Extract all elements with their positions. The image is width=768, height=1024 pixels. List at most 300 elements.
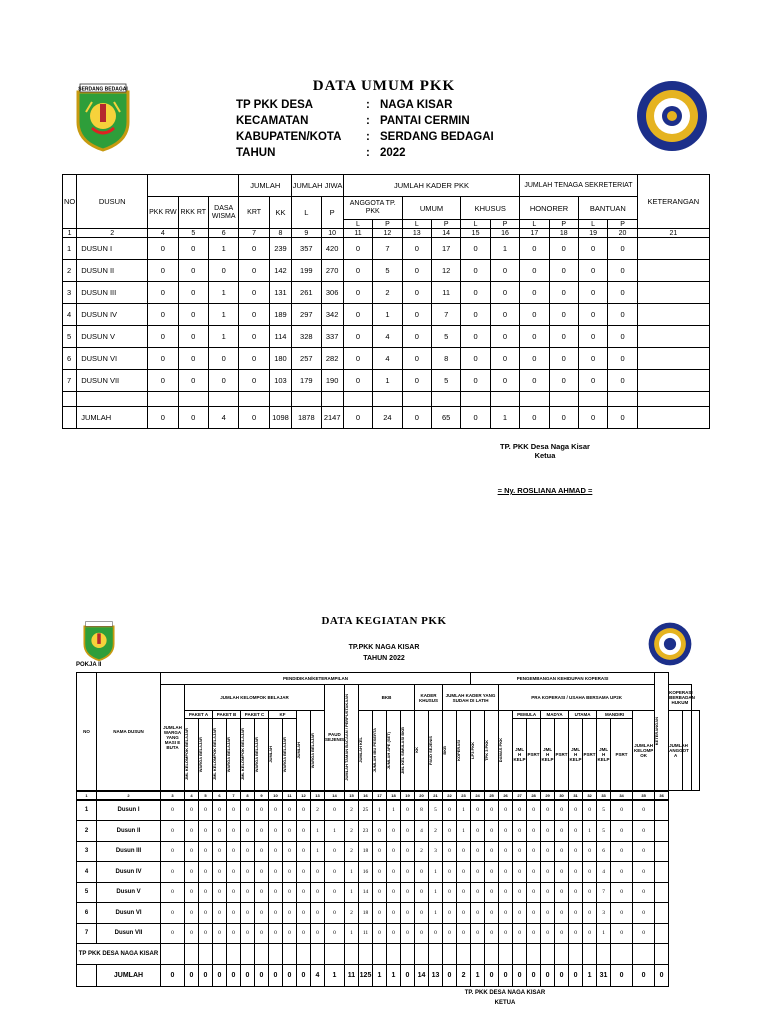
header-p: P	[490, 220, 519, 229]
header-jumlah-kelompok: JUMLAH KELOMP OK	[633, 711, 655, 791]
column-number: 18	[549, 229, 578, 238]
row-value: 420	[321, 238, 343, 260]
row-value: 0	[283, 903, 297, 924]
row-value: 0	[185, 821, 199, 842]
section-title: DATA KEGIATAN PKK	[321, 615, 447, 627]
header-jumlah-tenaga: JUMLAH TENAGA SEKRETERIAT	[520, 175, 638, 197]
pokja-label: POKJA II	[76, 662, 102, 668]
row-value: 0	[269, 903, 283, 924]
row-value: 2	[345, 800, 359, 821]
blank-cell	[373, 392, 402, 407]
row-value: 0	[239, 370, 269, 392]
total-value: 13	[429, 964, 443, 986]
total-value: 0	[461, 407, 490, 429]
row-value: 0	[401, 903, 415, 924]
total-value: 0	[241, 964, 255, 986]
total-value: 0	[402, 407, 431, 429]
row-value: 0	[239, 282, 269, 304]
row-value: 0	[485, 882, 499, 903]
row-value: 1	[373, 370, 402, 392]
row-keterangan	[637, 260, 709, 282]
row-value: 0	[255, 882, 269, 903]
header-keterangan: KETERANGAN	[637, 175, 709, 229]
row-value: 0	[227, 821, 241, 842]
row-value: 0	[311, 882, 325, 903]
header-damas: DAMAS PKK	[498, 738, 504, 763]
row-value: 23	[359, 821, 373, 842]
header-jumlah-warga: JUMLAH WARGA YANG MASI E BUTA	[161, 685, 185, 791]
row-value: 0	[520, 238, 549, 260]
row-value: 0	[373, 841, 387, 862]
row-value: 0	[208, 260, 238, 282]
total-value: 65	[431, 407, 460, 429]
row-no: 1	[77, 800, 97, 821]
column-number: 11	[343, 229, 372, 238]
blank-cell	[208, 392, 238, 407]
row-value: 11	[431, 282, 460, 304]
row-value: 0	[611, 923, 633, 944]
header-l: L	[461, 220, 490, 229]
column-number: 3	[161, 791, 185, 800]
row-value: 0	[429, 923, 443, 944]
row-value: 0	[255, 923, 269, 944]
column-number-row	[63, 229, 710, 238]
total-value: 4	[311, 964, 325, 986]
row-value: 0	[148, 238, 178, 260]
blank-cell	[549, 392, 578, 407]
row-value: 282	[321, 348, 343, 370]
row-value: 0	[608, 282, 637, 304]
row-value: 0	[401, 841, 415, 862]
header-bkb2: BKB	[442, 745, 447, 755]
blank-cell	[578, 392, 607, 407]
row-value: 0	[283, 862, 297, 883]
row-no: 6	[77, 903, 97, 924]
row-value: 0	[213, 800, 227, 821]
row-dusun: Dusun VI	[97, 903, 161, 924]
header-kel: JUMLAH KEL	[358, 737, 363, 764]
header-kelompok-belajar: JUMLAH KELOMPOK BELAJAR	[185, 685, 325, 711]
row-value: 1	[373, 304, 402, 326]
blank-cell	[637, 392, 709, 407]
row-value: 0	[549, 304, 578, 326]
table-body	[63, 238, 710, 429]
row-no: 2	[77, 821, 97, 842]
row-value: 0	[387, 923, 401, 944]
section-subtitle: TP.PKK NAGA KISAR	[348, 644, 420, 651]
row-value: 0	[148, 282, 178, 304]
info-row: KECAMATAN : PANTAI CERMIN	[236, 115, 470, 127]
signature-org: TP. PKK DESA NAGA KISAR	[464, 990, 546, 996]
info-label: TP PKK DESA	[236, 99, 314, 111]
row-value: 1	[208, 282, 238, 304]
total-value: 0	[549, 407, 578, 429]
row-value: 0	[208, 370, 238, 392]
row-value: 0	[239, 348, 269, 370]
row-value: 0	[283, 800, 297, 821]
blank-cell	[292, 392, 321, 407]
column-number: 19	[578, 229, 607, 238]
total-no	[77, 964, 97, 986]
row-value: 12	[431, 260, 460, 282]
blank-cell	[297, 944, 311, 965]
header-pemula: PEMULA	[513, 711, 541, 719]
header-psrt: PSRT	[611, 719, 633, 791]
header-warga-belajar: WARGA BELAJAR	[310, 732, 315, 768]
blank-cell	[387, 944, 401, 965]
column-number: 21	[637, 229, 709, 238]
row-value: 0	[199, 841, 213, 862]
row-value: 0	[161, 821, 185, 842]
total-value: 0	[527, 964, 541, 986]
header-kel-belajar: JML KELOMPOK BELAJAR	[184, 728, 189, 781]
column-number: 27	[513, 791, 527, 800]
row-no: 4	[77, 862, 97, 883]
total-value: 0	[485, 964, 499, 986]
row-value: 0	[513, 862, 527, 883]
row-no: 1	[63, 238, 77, 260]
row-value: 17	[431, 238, 460, 260]
row-value: 1	[457, 821, 471, 842]
total-value: 1	[471, 964, 485, 986]
row-value: 0	[185, 923, 199, 944]
header-mandiri: MANDIRI	[597, 711, 633, 719]
row-value: 0	[185, 903, 199, 924]
row-value: 0	[387, 882, 401, 903]
row-value: 0	[241, 800, 255, 821]
row-value: 0	[520, 260, 549, 282]
total-value: 1098	[269, 407, 291, 429]
row-value: 0	[499, 841, 513, 862]
row-value: 0	[227, 800, 241, 821]
row-value: 0	[471, 882, 485, 903]
header-no: NO	[63, 175, 77, 229]
blank-cell	[241, 944, 255, 965]
row-value: 0	[178, 282, 208, 304]
row-value: 0	[499, 821, 513, 842]
row-value: 0	[461, 348, 490, 370]
column-number: 16	[359, 791, 373, 800]
row-value: 0	[325, 862, 345, 883]
column-number: 4	[148, 229, 178, 238]
total-value: 0	[578, 407, 607, 429]
row-value: 0	[633, 841, 655, 862]
row-value	[655, 821, 669, 842]
row-value: 0	[161, 882, 185, 903]
row-value: 0	[241, 821, 255, 842]
row-value: 0	[549, 370, 578, 392]
row-value: 0	[185, 841, 199, 862]
header-keterangan: KETERANGAN	[654, 717, 660, 746]
row-value: 2	[345, 841, 359, 862]
blank-cell	[255, 944, 269, 965]
header-krt: KRT	[239, 197, 269, 229]
row-value: 0	[148, 304, 178, 326]
total-value: 1	[490, 407, 519, 429]
column-number: 33	[597, 791, 611, 800]
header-warga-belajar: WARGA BELAJAR	[226, 736, 231, 772]
row-value: 0	[325, 923, 345, 944]
row-value: 0	[457, 923, 471, 944]
row-value: 0	[608, 326, 637, 348]
blank-cell	[415, 944, 429, 965]
column-number: 5	[199, 791, 213, 800]
blank-row	[77, 944, 700, 965]
header-bantuan: BANTUAN	[578, 197, 637, 220]
row-value: 0	[401, 800, 415, 821]
row-value: 142	[269, 260, 291, 282]
row-keterangan	[637, 282, 709, 304]
row-value: 4	[415, 821, 429, 842]
row-value: 0	[325, 903, 345, 924]
total-value: 0	[185, 964, 199, 986]
total-value: 1	[387, 964, 401, 986]
row-value: 0	[485, 923, 499, 944]
row-value: 0	[178, 238, 208, 260]
header-paket-a: PAKET A	[185, 711, 213, 719]
row-value: 0	[241, 903, 255, 924]
header-koperasi-hukum: KOPERASI BERBADAN HUKUM	[669, 685, 691, 711]
row-value: 0	[373, 862, 387, 883]
header-l: L	[520, 220, 549, 229]
row-value: 257	[292, 348, 321, 370]
blank-cell	[359, 944, 373, 965]
info-value: 2022	[380, 147, 406, 159]
total-value: 14	[415, 964, 429, 986]
row-value: 0	[161, 862, 185, 883]
row-value: 4	[373, 326, 402, 348]
row-value: 8	[431, 348, 460, 370]
header-pkk-rw: PKK RW	[148, 197, 178, 229]
row-value: 0	[578, 282, 607, 304]
row-value: 5	[431, 326, 460, 348]
table-row	[63, 304, 710, 326]
row-value: 306	[321, 282, 343, 304]
row-value: 0	[373, 882, 387, 903]
blank-cell	[513, 944, 527, 965]
row-dusun: DUSUN III	[77, 282, 148, 304]
row-value: 0	[608, 348, 637, 370]
row-value: 5	[429, 800, 443, 821]
row-value: 1	[311, 841, 325, 862]
column-number: 13	[311, 791, 325, 800]
row-value: 0	[373, 903, 387, 924]
row-value: 0	[499, 903, 513, 924]
row-value: 0	[208, 348, 238, 370]
row-value: 0	[185, 800, 199, 821]
row-value: 0	[297, 841, 311, 862]
total-value: 0	[555, 964, 569, 986]
header-warga-belajar: WARGA BELAJAR	[282, 736, 287, 772]
row-value: 2	[345, 821, 359, 842]
blank-cell	[321, 392, 343, 407]
row-value: 0	[555, 923, 569, 944]
column-number: 22	[443, 791, 457, 800]
total-row	[63, 407, 710, 429]
total-value: 0	[513, 964, 527, 986]
total-value: 0	[283, 964, 297, 986]
column-number: 10	[321, 229, 343, 238]
table-row	[77, 882, 700, 903]
header-l: L	[292, 197, 321, 229]
row-value: 6	[597, 841, 611, 862]
header-p: P	[608, 220, 637, 229]
row-value: 0	[555, 903, 569, 924]
data-umum-table	[62, 174, 710, 429]
row-value: 103	[269, 370, 291, 392]
row-value: 0	[499, 862, 513, 883]
row-value: 114	[269, 326, 291, 348]
total-value: 0	[608, 407, 637, 429]
row-value: 0	[343, 370, 372, 392]
blank-cell	[611, 944, 633, 965]
blank-cell	[199, 944, 213, 965]
header-pengembangan: PENGEMBANGAN KEHIDUPAN KOPERASI	[471, 673, 655, 685]
column-number: 1	[77, 791, 97, 800]
blank-cell	[283, 944, 297, 965]
row-value: 0	[583, 903, 597, 924]
row-value: 0	[471, 821, 485, 842]
row-value: 239	[269, 238, 291, 260]
header-kel-belajar: JML KELOMPOK BELAJAR	[240, 728, 245, 781]
total-value: 0	[443, 964, 457, 986]
blank-cell	[269, 944, 283, 965]
info-value: PANTAI CERMIN	[380, 115, 470, 127]
column-number: 4	[185, 791, 199, 800]
row-value: 0	[490, 282, 519, 304]
row-value: 0	[485, 862, 499, 883]
total-value: 0	[239, 407, 269, 429]
column-number: 5	[178, 229, 208, 238]
total-label: JUMLAH	[77, 407, 148, 429]
info-row: TAHUN : 2022	[236, 147, 406, 159]
row-no: 2	[63, 260, 77, 282]
row-value: 342	[321, 304, 343, 326]
row-value: 0	[549, 282, 578, 304]
blank-cell	[633, 944, 655, 965]
org-info	[236, 97, 494, 161]
header-koperasi: KOPERASI	[456, 739, 461, 761]
row-value: 0	[373, 923, 387, 944]
header-jumlah-kader: JUMLAH KADER PKK	[343, 175, 519, 197]
row-no: 7	[77, 923, 97, 944]
blank-cell	[401, 944, 415, 965]
row-value: 0	[178, 260, 208, 282]
row-value	[655, 923, 669, 944]
header-ibu-peserta: JUMLAH IBU PESERTA	[372, 728, 377, 773]
row-value: 0	[401, 862, 415, 883]
column-number: 2	[77, 229, 148, 238]
row-value: 0	[549, 238, 578, 260]
total-value: 0	[297, 964, 311, 986]
total-value: 0	[401, 964, 415, 986]
column-number: 35	[633, 791, 655, 800]
row-value: 0	[213, 923, 227, 944]
row-value: 0	[227, 882, 241, 903]
row-value: 0	[443, 923, 457, 944]
row-value: 0	[343, 238, 372, 260]
row-value: 0	[269, 821, 283, 842]
signature-block-2	[430, 990, 580, 1006]
row-value: 0	[148, 348, 178, 370]
row-value: 0	[325, 841, 345, 862]
blank-cell	[655, 944, 669, 965]
row-value: 0	[485, 841, 499, 862]
row-value: 5	[597, 800, 611, 821]
row-value: 0	[569, 821, 583, 842]
header-paket-b: PAKET B	[213, 711, 241, 719]
row-value: 0	[241, 862, 255, 883]
total-value: 24	[373, 407, 402, 429]
total-keterangan	[637, 407, 709, 429]
section-year: TAHUN 2022	[363, 655, 405, 662]
row-value: 0	[283, 841, 297, 862]
row-value: 0	[520, 370, 549, 392]
row-value: 0	[148, 370, 178, 392]
row-value: 0	[255, 903, 269, 924]
row-value: 0	[471, 903, 485, 924]
row-no: 3	[77, 841, 97, 862]
row-value: 0	[283, 882, 297, 903]
header-pra-koperasi: PRA KOPERASI / USAHA BERSAMA UP2K	[499, 685, 655, 711]
total-value: 0	[499, 964, 513, 986]
header-tpk: TPK 3 PKK	[484, 739, 490, 761]
row-value: 0	[549, 326, 578, 348]
blank-cell	[490, 392, 519, 407]
row-value: 4	[597, 862, 611, 883]
row-value: 0	[402, 238, 431, 260]
column-number: 25	[485, 791, 499, 800]
row-value: 0	[213, 882, 227, 903]
row-value: 0	[461, 326, 490, 348]
row-value: 0	[569, 800, 583, 821]
row-value: 16	[359, 862, 373, 883]
column-number: 20	[608, 229, 637, 238]
row-value: 0	[555, 800, 569, 821]
header-psrt: PSRT	[527, 719, 541, 791]
column-number: 31	[569, 791, 583, 800]
table-row	[77, 800, 700, 821]
blank-cell	[597, 944, 611, 965]
total-value: 0	[633, 964, 655, 986]
info-row: KABUPATEN/KOTA : SERDANG BEDAGAI	[236, 131, 494, 143]
row-value: 0	[499, 923, 513, 944]
column-number: 26	[499, 791, 513, 800]
row-value: 0	[387, 862, 401, 883]
row-no: 4	[63, 304, 77, 326]
column-number: 8	[241, 791, 255, 800]
row-value: 0	[633, 882, 655, 903]
row-value: 0	[611, 821, 633, 842]
row-value: 0	[161, 923, 185, 944]
info-row: TP PKK DESA : NAGA KISAR	[236, 99, 453, 111]
row-value: 0	[527, 821, 541, 842]
row-value: 5	[597, 821, 611, 842]
row-value: 0	[485, 800, 499, 821]
row-keterangan	[637, 326, 709, 348]
row-value: 0	[401, 882, 415, 903]
header-dusun: DUSUN	[77, 175, 148, 229]
row-value: 0	[541, 923, 555, 944]
header-pendidikan: PENDIDIKAN/KETERAMPILAN	[161, 673, 471, 685]
row-value: 14	[359, 882, 373, 903]
row-dusun: DUSUN IV	[77, 304, 148, 326]
blank-cell	[77, 392, 148, 407]
row-no: 5	[77, 882, 97, 903]
row-dusun: Dusun IV	[97, 862, 161, 883]
row-value: 1	[429, 903, 443, 924]
row-value: 0	[471, 800, 485, 821]
